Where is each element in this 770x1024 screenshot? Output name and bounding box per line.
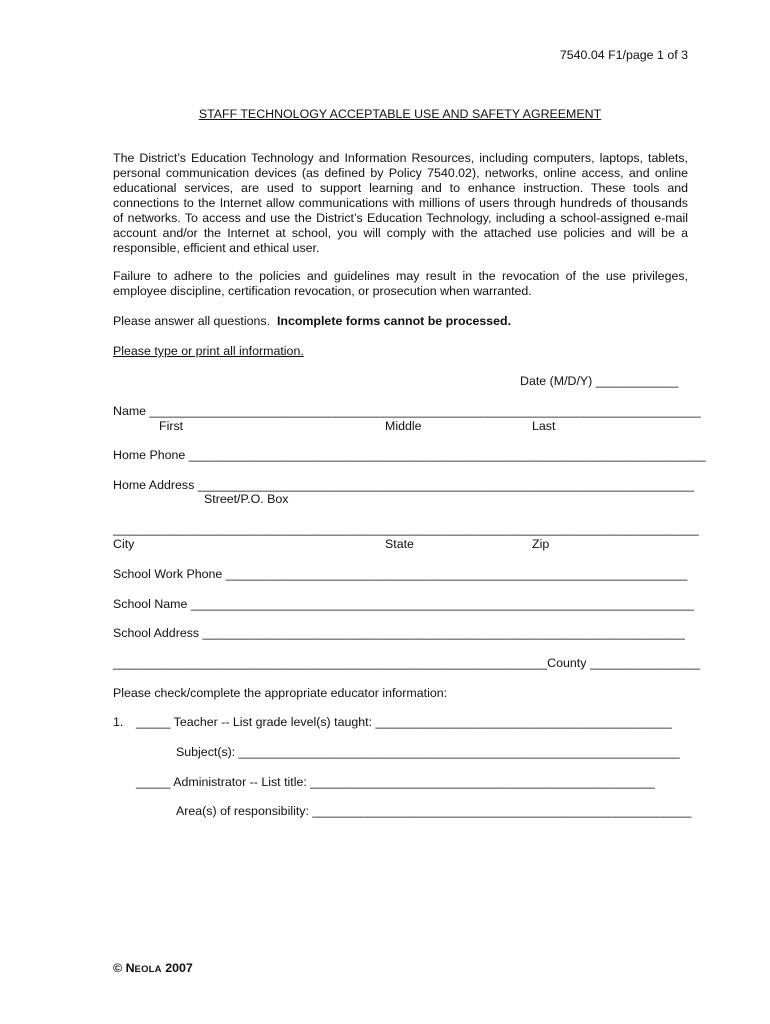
- subjects-field[interactable]: Subject(s): ________________________________________________________________: [176, 745, 680, 759]
- form-reference: 7540.04 F1/page 1 of 3: [559, 48, 688, 62]
- intro-paragraph: The District’s Education Technology and Information Resources, including computers, laptops, tablets, personal communication devices (as defined by Policy 7540.02), networks, online access, and online educational services, are used to support learning and to enhance instruction. These tools and connections to the Internet allow communications with millions of users through hundreds of thousands of networks. To access and use the District’s Education Technology, including a school-assigned e-mail account and/or the Internet at school, you will comply with the attached use policies and will be a responsible, efficient and ethical user.: [113, 151, 688, 255]
- print-instruction: Please type or print all information.: [113, 344, 304, 358]
- school-name-field[interactable]: School Name _________________________________________________________________________: [113, 597, 694, 611]
- copyright-footer: [113, 961, 193, 975]
- teacher-field[interactable]: _____ Teacher -- List grade level(s) taught: ___________________________________________: [136, 715, 672, 729]
- county-field[interactable]: _______________________________________________________________County ________________: [113, 656, 701, 670]
- footer-year: 2007: [165, 961, 193, 975]
- date-field[interactable]: Date (M/D/Y) ____________: [520, 374, 679, 388]
- footer-eola: EOLA: [134, 964, 162, 975]
- incomplete-warning: Incomplete forms cannot be processed.: [276, 314, 512, 328]
- educator-number: 1.: [113, 715, 124, 729]
- areas-of-responsibility-field[interactable]: Area(s) of responsibility: _______________________________________________________: [176, 804, 692, 818]
- answer-prefix: Please answer all questions.: [113, 314, 271, 328]
- administrator-field[interactable]: _____ Administrator -- List title: __________________________________________________: [136, 775, 655, 789]
- name-last-label: Last: [532, 419, 556, 433]
- name-middle-label: Middle: [385, 419, 422, 433]
- school-work-phone-field[interactable]: School Work Phone ___________________________________________________________________: [113, 567, 688, 581]
- copyright-symbol: ©: [113, 961, 123, 975]
- state-label: State: [385, 537, 414, 551]
- home-address-field[interactable]: Home Address ________________________________________________________________________: [113, 478, 694, 492]
- street-po-label: Street/P.O. Box: [204, 492, 289, 506]
- footer-n: N: [125, 961, 135, 975]
- failure-paragraph: Failure to adhere to the policies and guidelines may result in the revocation of the use privileges, employee discipline, certification revocation, or prosecution when warranted.: [113, 269, 688, 298]
- document-title: STAFF TECHNOLOGY ACCEPTABLE USE AND SAFETY AGREEMENT: [198, 107, 602, 121]
- zip-label: Zip: [532, 537, 550, 551]
- city-state-zip-line[interactable]: _____________________________________________________________________________________: [113, 522, 699, 536]
- school-address-field[interactable]: School Address ______________________________________________________________________: [113, 626, 685, 640]
- city-label: City: [113, 537, 135, 551]
- name-field[interactable]: Name ________________________________________________________________________________: [113, 404, 701, 418]
- educator-prompt: Please check/complete the appropriate educator information:: [113, 686, 448, 700]
- home-phone-field[interactable]: Home Phone ___________________________________________________________________________: [113, 448, 706, 462]
- name-first-label: First: [159, 419, 184, 433]
- answer-instruction: [113, 314, 688, 329]
